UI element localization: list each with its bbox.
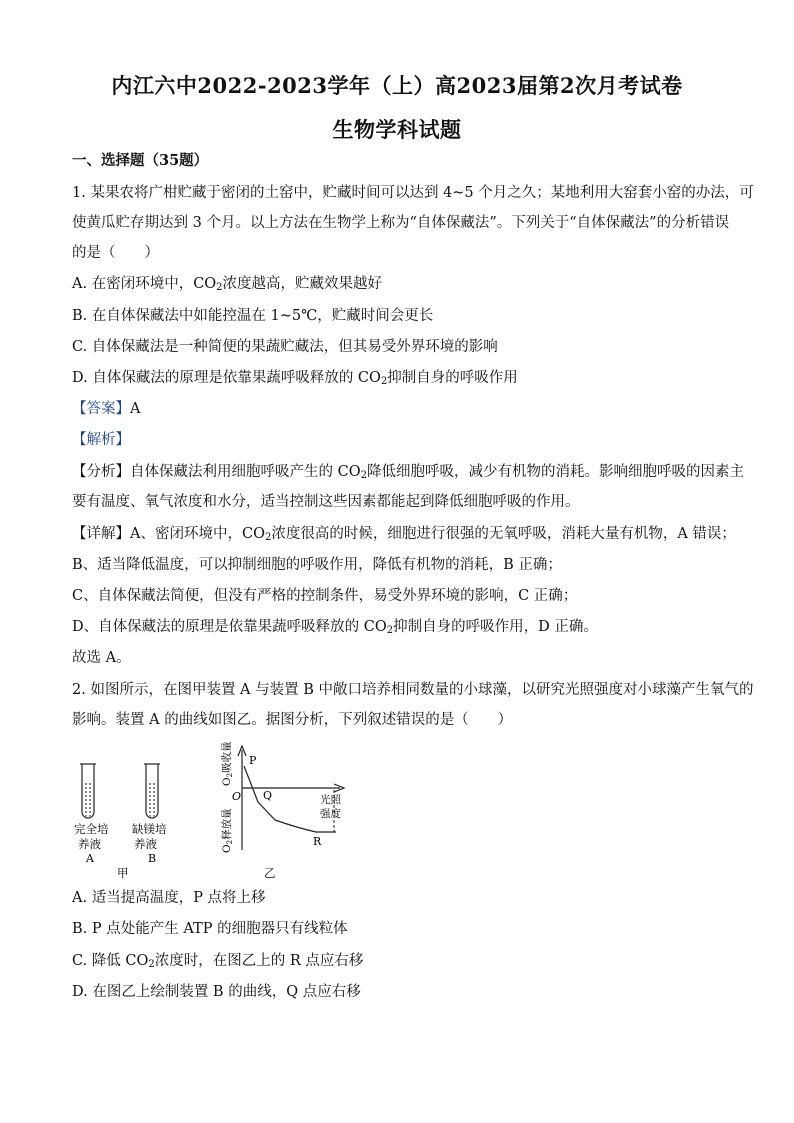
figure-jia-label: 甲 bbox=[117, 866, 129, 880]
subscript: 2 bbox=[386, 625, 394, 636]
q2-option-c bbox=[72, 951, 732, 971]
analysis-tag: 【解析】 bbox=[72, 432, 130, 448]
point-p-label: P bbox=[249, 754, 257, 767]
section-heading: 一、选择题（35题） bbox=[72, 152, 209, 169]
q1-stem-line3: 的是（ ） bbox=[72, 245, 159, 261]
y-bottom-text: 释放量 bbox=[221, 808, 233, 840]
y-axis-label-top bbox=[220, 741, 234, 786]
q1-answer bbox=[72, 399, 732, 419]
subscript: 2 bbox=[216, 282, 223, 293]
q2-option-b: B. P 点处能产生 ATP 的细胞器只有线粒体 bbox=[72, 921, 348, 937]
q2-option-a: A. 适当提高温度，P 点将上移 bbox=[72, 890, 266, 906]
x-axis-label-1: 光照 bbox=[320, 794, 341, 806]
figure-yi-label: 乙 bbox=[264, 866, 276, 880]
q2-option-c-text: C. 降低 CO bbox=[72, 953, 149, 969]
q1-option-a-text-rest: 浓度越高，贮藏效果越好 bbox=[222, 276, 383, 292]
y-axis-label-bottom bbox=[220, 808, 234, 853]
point-r-label: R bbox=[313, 835, 322, 848]
answer-tag: 【答案】 bbox=[72, 401, 130, 417]
tube-a-label-2: 养液 bbox=[78, 837, 101, 851]
y-top-text: 吸收量 bbox=[221, 741, 233, 773]
subscript: 2 bbox=[360, 470, 367, 481]
subscript: 2 bbox=[264, 532, 272, 543]
q2-option-d: D. 在图乙上绘制装置 B 的曲线，Q 点应右移 bbox=[72, 984, 361, 1000]
answer-value: A bbox=[130, 401, 141, 417]
fenxi-tag: 【分析】 bbox=[72, 464, 130, 480]
q1-conclusion: 故选 A。 bbox=[72, 650, 131, 666]
point-q-label: Q bbox=[263, 789, 273, 802]
q1-option-c: C. 自体保藏法是一种简便的果蔬贮藏法，但其易受外界环境的影响 bbox=[72, 339, 498, 355]
tube-b-letter: B bbox=[148, 852, 157, 865]
y-top-o: O bbox=[221, 777, 233, 786]
q2-figure bbox=[72, 738, 372, 883]
q1-xiangjie-d bbox=[72, 617, 732, 637]
xiangjie-text: A、密闭环境中，CO bbox=[130, 526, 265, 542]
fenxi-text: 自体保藏法利用细胞呼吸产生的 CO bbox=[130, 464, 361, 480]
page-title: 内江六中2022-2023学年（上）高2023届第2次月考试卷 bbox=[111, 73, 683, 98]
test-tube-b bbox=[144, 764, 160, 818]
xiangjie-tag: 【详解】 bbox=[72, 526, 130, 542]
q1-fenxi-line1 bbox=[72, 462, 744, 482]
q1-option-d bbox=[72, 368, 732, 388]
y-bottom-o: O bbox=[221, 844, 233, 853]
q2-stem-line2: 影响。装置 A 的曲线如图乙。据图分析，下列叙述错误的是（ ） bbox=[72, 712, 513, 728]
q1-stem-line2: 使黄瓜贮存期达到 3 个月。以上方法在生物学上称为“自体保藏法”。下列关于“自体保藏法”的分析错误 bbox=[72, 215, 730, 231]
page-subtitle: 生物学科试题 bbox=[332, 117, 462, 142]
q1-option-d-text: D. 自体保藏法的原理是依靠果蔬呼吸释放的 CO bbox=[72, 370, 381, 386]
subscript: 2 bbox=[380, 376, 388, 387]
q1-fenxi-line2: 要有温度、氧气浓度和水分，适当控制这些因素都能起到降低细胞呼吸的作用。 bbox=[72, 494, 580, 510]
xiangjie-d-text: D、自体保藏法的原理是依靠果蔬呼吸释放的 CO bbox=[72, 619, 387, 635]
y-bottom-sub: 2 bbox=[226, 839, 234, 845]
q1-stem-line1: 1. 某果农将广柑贮藏于密闭的土窑中，贮藏时间可以达到 4~5 个月之久；某地利用大窑套小窑的办法，可 bbox=[72, 185, 754, 201]
x-axis-label-2: 强度 bbox=[320, 808, 341, 820]
q1-option-a bbox=[72, 274, 732, 294]
tube-a-label-1: 完全培 bbox=[74, 822, 109, 836]
subscript: 2 bbox=[148, 959, 155, 970]
q1-option-a-text: A. 在密闭环境中，CO bbox=[72, 276, 217, 292]
fenxi-text-rest: 降低细胞呼吸，减少有机物的消耗。影响细胞呼吸的因素主 bbox=[366, 464, 744, 480]
q1-option-d-text-rest: 抑制自身的呼吸作用 bbox=[387, 370, 518, 386]
test-tube-a bbox=[80, 764, 96, 818]
tube-b-label-1: 缺镁培 bbox=[132, 822, 167, 836]
q2-option-c-text-rest: 浓度时，在图乙上的 R 点应右移 bbox=[154, 953, 364, 969]
q1-xiangjie-b: B、适当降低温度，可以抑制细胞的呼吸作用，降低有机物的消耗，B 正确； bbox=[72, 557, 562, 573]
q1-option-b: B. 在自体保藏法中如能控温在 1~5℃，贮藏时间会更长 bbox=[72, 308, 434, 324]
tube-b-label-2: 养液 bbox=[134, 837, 157, 851]
q1-xiangjie-a bbox=[72, 524, 736, 544]
xiangjie-text-rest: 浓度很高的时候，细胞进行很强的无氧呼吸，消耗大量有机物，A 错误； bbox=[271, 526, 736, 542]
y-top-sub: 2 bbox=[226, 772, 234, 778]
origin-label: O bbox=[232, 790, 242, 803]
tube-a-letter: A bbox=[86, 852, 94, 865]
q2-stem-line1: 2. 如图所示，在图甲装置 A 与装置 B 中敞口培养相同数量的小球藻，以研究光照强度对小球藻产生氧气的 bbox=[72, 682, 754, 698]
xiangjie-d-text-rest: 抑制自身的呼吸作用，D 正确。 bbox=[393, 619, 598, 635]
q1-xiangjie-c: C、自体保藏法简便，但没有严格的控制条件，易受外界环境的影响，C 正确； bbox=[72, 588, 578, 604]
